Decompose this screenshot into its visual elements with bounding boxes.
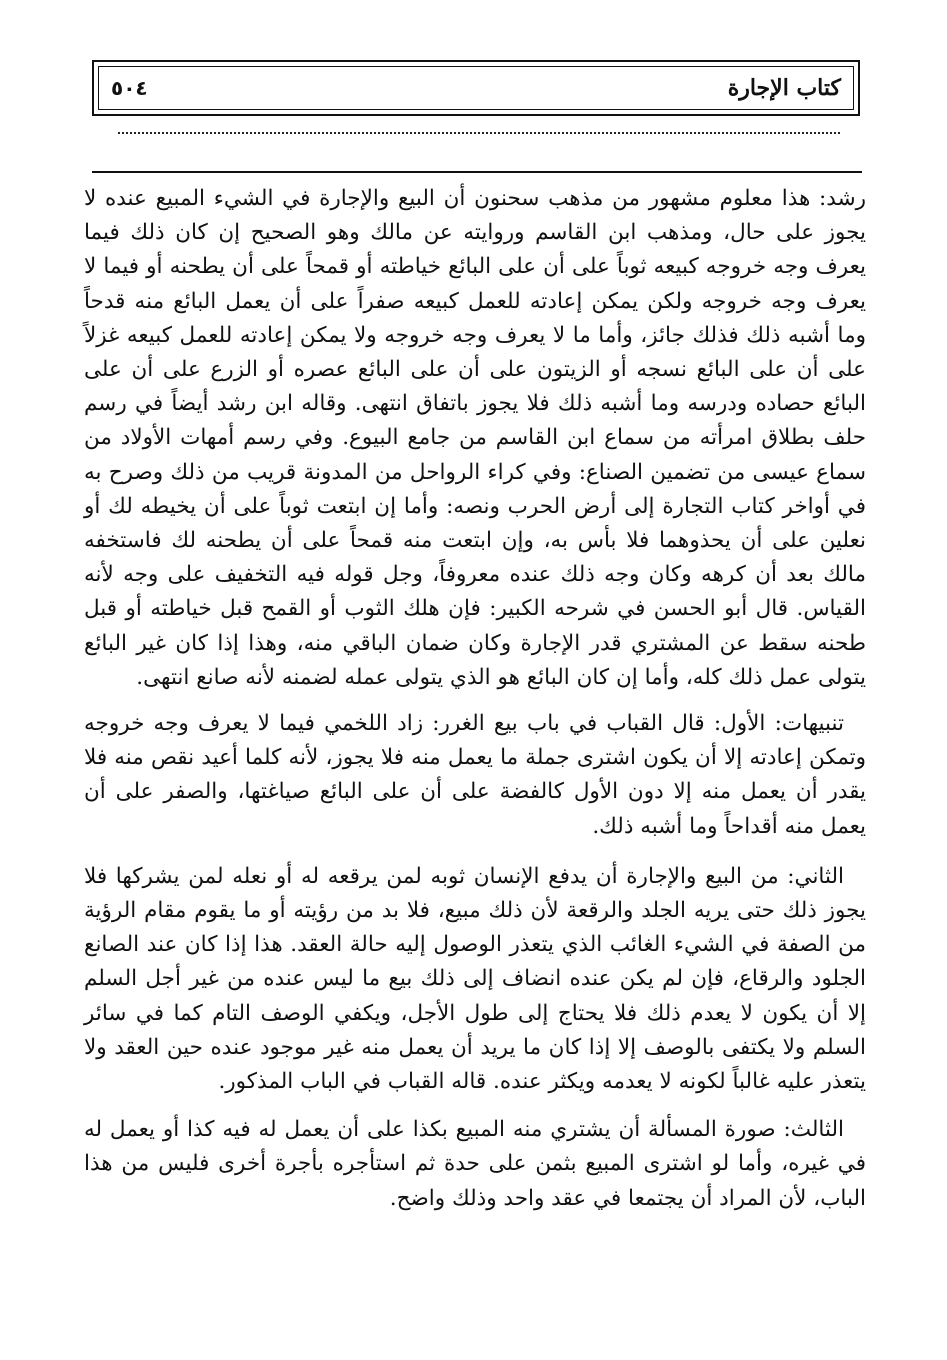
paragraph-4: الثالث: صورة المسألة أن يشتري منه المبيع بكذا على أن يعمل له فيه كذا أو يعمل له في غيره، وأما لو اشترى المبيع بثمن على حدة ثم استأجره بأجرة أخرى فليس من هذا الباب، لأن المراد أن يجتمعا في عقد واحد وذلك واضح. xyxy=(84,1117,866,1211)
paragraph-2: تنبيهات: الأول: قال القباب في باب بيع الغرر: زاد اللخمي فيما لا يعرف وجه خروجه وتمكن إعادته إلا أن يكون اشترى جملة ما يعمل منه فلا يجوز، لأنه كلما أعيد نقص منه فلا يقدر أن يعمل منه إلا دون الأول كالفضة على أن على البائع صياغتها، والصفر على أن يعمل منه أقداحاً وما أشبه ذلك. xyxy=(84,711,866,839)
paragraph-3: الثاني: من البيع والإجارة أن يدفع الإنسان ثوبه لمن يرقعه له أو نعله لمن يشركها فلا يجوز ذلك حتى يريه الجلد والرقعة لأن ذلك مبيع، فلا بد من رؤيته أو ما يقوم مقام الرؤية من الصفة في الشيء الغائب الذي يتعذر الوصول إليه حالة العقد. هذا إذا كان عند الصانع الجلود والرقاع، فإن لم يكن عنده انضاف إلى ذلك بيع ما ليس عنده من غير أجل السلم إلا أن يكون لا يعدم ذلك فلا يحتاج إلى طول الأجل، ويكفي الوصف التام كما في سائر السلم ولا يكتفى بالوصف إلا إذا كان ما يريد أن يعمل منه غير موجود عنده حين العقد ولا يتعذر عليه غالباً لكونه لا يعدمه ويكثر عنده. قاله القباب في الباب المذكور. xyxy=(84,863,866,1095)
dotted-rule xyxy=(118,132,840,134)
book-title: كتاب الإجارة xyxy=(727,75,841,101)
page-number: ٥٠٤ xyxy=(111,76,148,100)
running-header xyxy=(98,66,854,110)
header-separator xyxy=(92,171,862,173)
body-text xyxy=(84,182,866,1216)
paragraph-1: رشد: هذا معلوم مشهور من مذهب سحنون أن البيع والإجارة في الشيء المبيع عنده لا يجوز على حال، ومذهب ابن القاسم وروايته عن مالك وهو الصحيح إن كان ذلك فيما يعرف وجه خروجه كبيعه ثوباً على أن على البائع خياطته أو قمحاً على أن يطحنه أو فيما لا يعرف وجه خروجه ولكن يمكن إعادته للعمل كبيعه صفراً على أن يعمل البائع منه قدحاً وما أشبه ذلك فذلك جائز، وأما ما لا يعرف وجه خروجه ولا يمكن إعادته للعمل كبيعه غزلاً على أن على البائع نسجه أو الزيتون على أن على البائع عصره أو الزرع على أن على البائع حصاده ودرسه وما أشبه ذلك فلا يجوز باتفاق انتهى. وقاله ابن رشد أيضاً في رسم حلف بطلاق امرأته من سماع ابن القاسم من جامع البيوع. وفي رسم أمهات الأولاد من سماع عيسى من تضمين الصناع: وفي كراء الرواحل من المدونة قريب من ذلك وصرح به في أواخر كتاب التجارة إلى أرض الحرب ونصه: وأما إن ابتعت ثوباً على أن يخيطه لك أو نعلين على أن يحذوهما فلا بأس به، وإن ابتعت منه قمحاً على أن يطحنه لك فاستخفه مالك بعد أن كرهه وكان وجه ذلك عنده معروفاً، وجل قوله فيه التخفيف على وجه لأنه القياس. قال أبو الحسن في شرحه الكبير: فإن هلك الثوب أو القمح قبل خياطته أو قبل طحنه سقط عن المشتري قدر الإجارة وكان ضمان الباقي منه، وهذا إذا كان غير البائع يتولى عمل ذلك كله، وأما إن كان البائع هو الذي يتولى عمله لضمنه لأنه صانع انتهى. xyxy=(84,186,866,690)
